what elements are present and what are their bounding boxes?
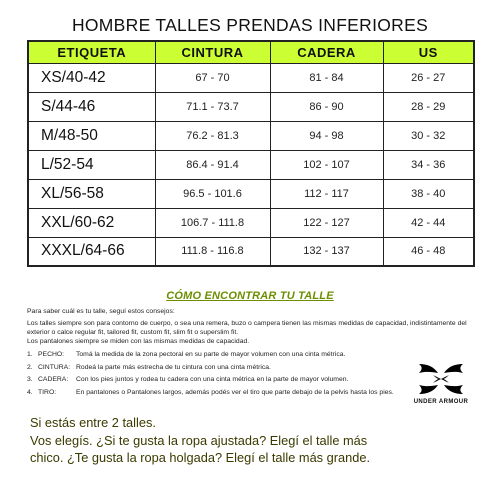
tip-line: Si estás entre 2 talles. [30, 415, 156, 430]
table-row [28, 121, 474, 150]
size-label: XXL/60-62 [28, 208, 155, 237]
table-row [28, 179, 474, 208]
waist-range: 96.5 - 101.6 [155, 179, 270, 208]
guide-paragraph: Los pantalones siempre se miden con las mismas medidas de capacidad. [27, 338, 250, 345]
guide-intro: Para saber cuál es tu talle, seguí estos consejos: [27, 308, 175, 315]
table-row [28, 63, 474, 92]
measure-item [27, 374, 394, 387]
hip-range: 94 - 98 [270, 121, 383, 150]
us-size: 26 - 27 [383, 63, 474, 92]
waist-range: 86.4 - 91.4 [155, 150, 270, 179]
guide-paragraph: Los talles siempre son para contorno de cuerpo, o sea una remera, buzo o campera tienen las mismas medidas de capacidad, [27, 320, 409, 327]
measure-text: Tomá la medida de la zona pectoral en su parte de mayor volumen con una cinta métrica. [76, 351, 346, 358]
measure-name: CINTURA: [38, 363, 71, 371]
hip-range: 86 - 90 [270, 92, 383, 121]
hip-range: 122 - 127 [270, 208, 383, 237]
measure-item [27, 349, 394, 362]
us-size: 42 - 44 [383, 208, 474, 237]
hip-range: 112 - 117 [270, 179, 383, 208]
us-size: 34 - 36 [383, 150, 474, 179]
page-title: HOMBRE TALLES PRENDAS INFERIORES [71, 15, 429, 35]
measure-item [27, 362, 394, 375]
measure-number: 4. [27, 388, 33, 396]
guide-paragraph-continuation: indistintamente del [410, 320, 467, 327]
size-label: XXXL/64-66 [28, 237, 155, 266]
measure-item [27, 387, 394, 400]
table-row [28, 92, 474, 121]
measure-name: PECHO: [38, 351, 65, 358]
measure-list [27, 349, 394, 399]
size-label: XL/56-58 [28, 179, 155, 208]
measure-text: Rodeá la parte más estrecha de tu cintura con una cinta métrica. [76, 363, 271, 371]
size-label: L/52-54 [28, 150, 155, 179]
measure-number: 1. [27, 351, 33, 358]
us-size: 30 - 32 [383, 121, 474, 150]
measure-number: 3. [27, 376, 33, 383]
us-size: 46 - 48 [383, 237, 474, 266]
measure-text: En pantalones o Pantalones largos, además podés ver el tiro que parte debajo de la pelvis hasta los pies. [76, 388, 394, 396]
brand-name: UNDER ARMOUR [413, 399, 469, 405]
how-to-title: CÓMO ENCONTRAR TU TALLE [166, 290, 334, 302]
under-armour-logo-icon [416, 362, 466, 396]
table-row [28, 208, 474, 237]
table-row [28, 237, 474, 266]
hip-range: 132 - 137 [270, 237, 383, 266]
header-etiqueta: ETIQUETA [28, 41, 155, 63]
size-label: XS/40-42 [28, 63, 155, 92]
tip-line: Vos elegís. ¿Si te gusta la ropa ajustada? Elegí el talle más [30, 432, 368, 448]
tip-line: chico. ¿Te gusta la ropa holgada? Elegí el talle más grande. [30, 450, 371, 465]
waist-range: 67 - 70 [155, 63, 270, 92]
size-label: S/44-46 [28, 92, 155, 121]
size-label: M/48-50 [28, 121, 155, 150]
waist-range: 71.1 - 73.7 [155, 92, 270, 121]
header-us: US [383, 41, 474, 63]
header-cintura: CINTURA [155, 41, 270, 63]
measure-name: TIRO: [38, 388, 57, 396]
size-tip [30, 414, 490, 467]
measure-number: 2. [27, 363, 33, 371]
table-header-row [28, 41, 474, 63]
measure-text: Con los pies juntos y rodea tu cadera con una cinta métrica en la parte de mayor volumen. [76, 376, 349, 383]
us-size: 28 - 29 [383, 92, 474, 121]
header-cadera: CADERA [270, 41, 383, 63]
guide-paragraph: exterior o calce regular fit, tailored fit, custom fit, slim fit o superslim fit. [27, 329, 239, 336]
waist-range: 106.7 - 111.8 [155, 208, 270, 237]
us-size: 38 - 40 [383, 179, 474, 208]
measure-name: CADERA: [38, 376, 69, 383]
hip-range: 102 - 107 [270, 150, 383, 179]
table-row [28, 150, 474, 179]
waist-range: 111.8 - 116.8 [155, 237, 270, 266]
hip-range: 81 - 84 [270, 63, 383, 92]
waist-range: 76.2 - 81.3 [155, 121, 270, 150]
size-table [27, 40, 475, 267]
